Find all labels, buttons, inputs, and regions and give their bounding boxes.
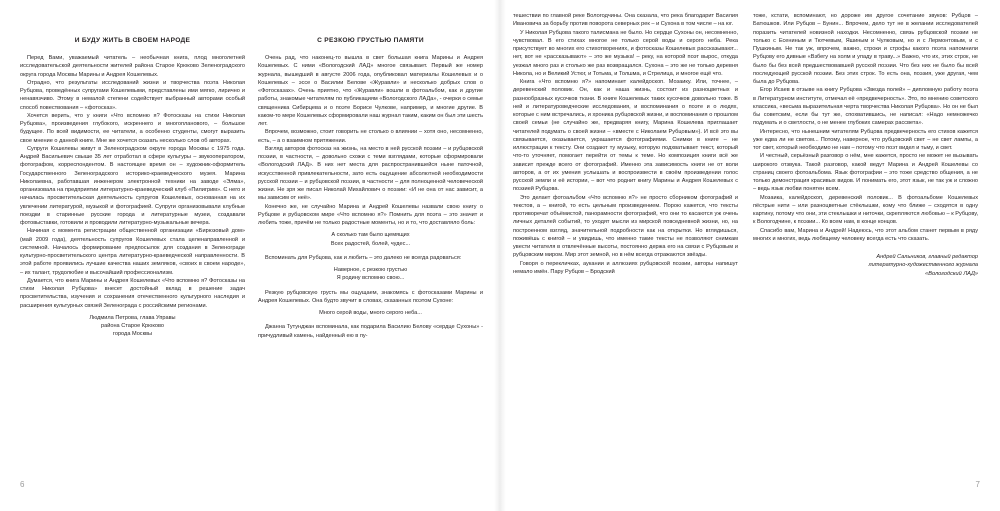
paragraph: Вспоминать для Рубцова, как и любить – это далеко не всегда радоваться: — [265, 254, 462, 261]
paragraph: Книга «Что вспомню я?» напоминает калейдоскоп. Мозаику. Или, точнее, – деревенский половик. Он, как и наша жизнь, состоит из разноцветных и разнообразных кусочков ткани. В книге Кошелевых таких кусочков довольно тоже. В ней и литературоведческие исследования, и воспоминания о поэте и о людях, которые с ним встречались, и хроника рубцовской жизни, и воспоминания о прошлом своей семьи (не случайно же, предваряя книгу, Марина Кошелева приглашает читателей подумать о своей жизни – «вместе с Николаем Рубцовым»). И всё это вы связывается, оказывается, украшается фотографиями. Снимки в книге – не иллюстрации к тексту. Они создают ту музыку, которую подхватывает текст, который что-то уточняет, помогает перейти от темы к теме. Но композиция книги всё же зависит прежде всего от фотографий. Именно эта зависимость книги не от воли авторов, а от их умения услышать и воспроизвести в своём произведении голос русской земли и её истории, – вот что роднит книгу Марины и Андрея Кошелевых с поэзией Рубцова. — [513, 79, 738, 193]
column-right-1 — [513, 12, 738, 276]
paragraph: Мозаика, калейдоскоп, деревенский половик... В фотоальбоме Кошелевых пёстрые нити – или разноцветные стёклышки, кому что ближе – сходятся в одну картину, потому что они, эти стеклышки и ниточки, скрепляются любовью – к Рубцову, к Вологодчине, к поэзии... Ко всем нам, в конце концов. — [753, 194, 978, 226]
paragraph: Интересно, что нынешним читателям Рубцова предвечерность его стихов кажется уже едва ли не светом... Потому, наверное, что рубцовский свет – не свет лампы, а тот свет, который необходимо не нам – потому что поэт видел и тьму, и свет. — [753, 128, 978, 151]
paragraph: Это делает фотоальбом «Что вспомню я?» не просто сборником фотографий и текстов, а – книгой, то есть цельным произведением. Порою кажется, что тексты противоречат объёмистой, панорамности фотографий, что они то касаются уж очень личных деталей событий, то уходят мысли из мирской повседневной жизни, но, на построенном взгляд, значительной подробности как на открытки. Но вглядишься, поживёшь с книгой – и увидишь, что именно такие тексты не позволяют снимкам увести читателя в отвлечённые высоты, постоянно держа его на связи с Рубцовым и рубцовским миром. Мир этот земной, но в нём всегда отражаются звёзды. — [513, 194, 738, 259]
paragraph: Супруги Кошелевы живут в Зеленоградском округе города Москвы с 1975 года. Андрей Васильевич свыше 35 лет отработал в сфере культуры – звукооператором, фотографом, корреспондентом. В настоящее время он – художник-оформитель Государственного Зеленоградского историко-краеведческого музея. Марина Николаевна, работавшая инженером электронной техники на заводе «Элма», организовала на предприятии литературно-краеведческий клуб «Пилигрим». С него и началась просветительская деятельность супругов Кошелевых, основанная на их увлечении литературой, музыкой и фотографией. Супруги организовывали клубные поездки в старинные русские города и литературные музеи, создавали фотовыставки, готовили и проводили литературно-музыкальные вечера. — [20, 145, 245, 226]
page-number-left: 6 — [20, 480, 25, 489]
signature-petrova: Людмила Петрова, глава Управы района Старое Крюково города Москвы — [89, 314, 176, 338]
paragraph: Думается, что книга Марины и Андрея Кошелевых «Что вспомню я? Фотосказы на стихи Николая Рубцова» внесет достойный вклад в решение задач просветительства, изучения и сохранения отечественного культурного наследия и расширения культурных связей Зеленограда с российскими регионами. — [20, 277, 245, 309]
paragraph: И честный, серьёзный разговор о нём, мне кажется, просто не может не вызывать широкого отзвука. Такой разговор, какой ведут Марина и Андрей Кошелевы со страниц своего фотоальбома. Язык фотографии – это тоже средство общения, а не только демонстрация красивых видов. И понимать его, этот язык, не так уж и сложно – ведь язык любви понятен всем. — [753, 153, 978, 193]
column-left-1 — [20, 36, 245, 339]
paragraph: Егор Исаев в отзыве на книгу Рубцова «Звезда полей» – дипломную работу поэта в Литературном институте, отмечал её «предвечерность». Это, по мнению советского классика, «весьма выразительная черта творчества Николая Рубцова». Но он не был бы советским, если бы тут же, спохватившись, не написал: «Надо немножечко подумать и о светлости, о не менее глубоких самерах рассвета». — [753, 87, 978, 127]
paragraph: Хочется верить, что у книги «Что вспомню я? Фотосказы на стихи Николая Рубцова», произведения глубокого, искреннего и многопланового, – большое будущее. По всей видимости, ее читатели, а особенно студенты, смогут выразить свое мнение о данной книге. Мне же хочется сказать несколько слов об авторах. — [20, 112, 245, 144]
poem-quote-2: Наверное, с резкою грустью Я родину вспомню свою... — [333, 267, 408, 282]
column-right-2 — [753, 12, 978, 278]
signature-salnikov: Андрей Сальников, главный редактор литературно-художественного журнала «Вологодский ЛАД» — [868, 254, 978, 277]
paragraph: Начиная с момента регистрации общественной организации «Бирюзовый дом» (май 2009 года), деятельность супругов Кошелевых стала целенаправленной и системной. Началось формирование предпосылок для создания в Зеленограде культурно-просветительского центра литературно-краеведческой направленности. В этой работе проявились лучшие качества наших земляков, «своих в своем народе», – их талант, трудолюбие и высочайший профессионализм. — [20, 228, 245, 276]
paragraph: Джанна Тутунджан вспоминала, как подарила Василию Белову «сердце Сухоны» - причудливый камень, найденный ею в пу- — [258, 324, 483, 339]
paragraph: тоже, кстати, вспоминают, но дороже им другое сочетание звуков: Рубцов – Батюшков. Или Рубцов – Бунин... Впрочем, дело тут не в желании исследователей поразить читателей новизной находки. Несомненно, связь рубцовской поэзии не только с Есениным и Тютчевым, Яшиным и Чулковым, но и с Лермонтовым, и с Пушкиным. Не так уж, впрочем, важно, строки и строфы какого поэта напомнили Рубцову его дивные «Взбегу на холм и упаду в траву...» Важно, что их, этих строк, не было бы без всей предшествовавшей русской поэзии. Что без них не было бы всей последующей русской поэзии. Без этих строк. То есть она, поэзия, уже другая, чем была до Рубцова. — [753, 13, 978, 85]
poem-quote-1: А сколько там было щемящих Всех радостей, болей, чудес... — [330, 232, 411, 247]
article-heading-2: С РЕЗКОЮ ГРУСТЬЮ ПАМЯТИ — [317, 37, 424, 44]
article-heading-1: И БУДУ ЖИТЬ В СВОЕМ НАРОДЕ — [74, 37, 191, 44]
paragraph: Резкую рубцовскую грусть мы ощущаем, знакомясь с фотосказами Марины и Андрея Кошелевых. Она будто звучит в словах, сказанных поэтом Сухоне: — [258, 289, 483, 304]
page-number-right: 7 — [975, 480, 980, 489]
paragraph: Взгляд авторов фотосказ на жизнь, на место в ней русской поэзии – и рубцовской поэзии, в частности, – довольно схожи с теми взглядами, которые сформировали «Вологодский ЛАД». В них нет места для распространившейся ныне паточной, искусственной привлекательности, зато есть ощущение абсолютной необходимости русской поэзии – и рубцовской поэзии, в частности – для полноценной человеческой жизни. Не зря же писал Николай Михайлович о поэзии: «И не она от нас зависит, а мы зависим от неё». — [258, 145, 483, 202]
paragraph: Перед Вами, уважаемый читатель – необычная книга, плод многолетней исследовательской деятельности жителей района Старое Крюково Зеленоградского округа города Москвы Марины и Андрея Кошелевых. — [20, 55, 245, 78]
poem-quote-3: Много серой воды, много серого неба... — [319, 310, 422, 316]
paragraph: тешествии по главной реке Вологодчины. Она сказала, что река благодарит Василия Ивановича за борьбу против поворота северных рек – и Сухона в том числе – на юг. — [513, 13, 738, 28]
paragraph: Очень рад, что наконец-то вышла в свет большая книга Марины и Андрея Кошелевых. С ними «Вологодский ЛАД» многое связывает. Первый же номер журнала, вышедший в августе 2006 года, опубликовал материалы Кошелевых и о Кошелевых – эссе о Василии Белове «Журавли» и несколько добрых слов о «Фотосказах». Очень приятно, что «Журавли» вошли в фотоальбом, как и другие работы, знакомые читателям по публикациям «Вологодского ЛАДа», - очерки о семье священника Сибирцева и о поэте Борисе Чулкове, например, и многие другие. В каком-то мере Кошелевых сформировали наш журнал таким, каким он был эти шесть лет. — [258, 55, 483, 127]
paragraph: Впрочем, возможно, стоит говорить не столько о влиянии – хотя оно, несомненно, есть, – а о взаимном притяжении. — [258, 129, 483, 144]
paragraph: У Николая Рубцова такого талисмана не было. Но сердце Сухоны он, несомненно, чувствовал. В его стихах многое не только серой воды и серого неба. Река присутствует во многих его стихотворениях, и фотосказы Кошелевых рассказывают... нет, вот не «рассказывают» – это же музыка! – реку, на которой поэт вырос, откуда уезжал много раз и столько же раз возвращался. Сухона – это же не только деревня Никола, но и Великий Устюг, и Тотьма, и Толшма, и Стрелица, и многое ещё что. — [513, 29, 738, 77]
column-left-2 — [258, 36, 483, 340]
paragraph: Конечно же, не случайно Марина и Андрей Кошелевы назвали свою книгу о Рубцове и рубцовском мире «Что вспомню я?» Помнить для поэта – это значит и любить тоже, причём не только радостные моменты, но и то, что доставляло боль: — [258, 203, 483, 226]
right-page — [500, 0, 1000, 511]
paragraph: Отрадно, что результаты исследований жизни и творчества поэта Николая Рубцова, проведённых супругами Кошелевыми, представлены ими мягко, лирично и ненавязчиво. Этому в немалой степени содействует выбранный авторами особый способ повествования – «фотосказ». — [20, 79, 245, 111]
paragraph: Спасибо вам, Марина и Андрей! Надеюсь, что этот альбом станет первым в ряду многих и многих, ведь любящему человеку всегда есть что сказать. — [753, 227, 978, 242]
paragraph: Говоря о перекличках, аукании и аллюзиях рубцовской поэзии, авторы напишут немало имён. Пару Рубцов – Бродский — [513, 260, 738, 275]
